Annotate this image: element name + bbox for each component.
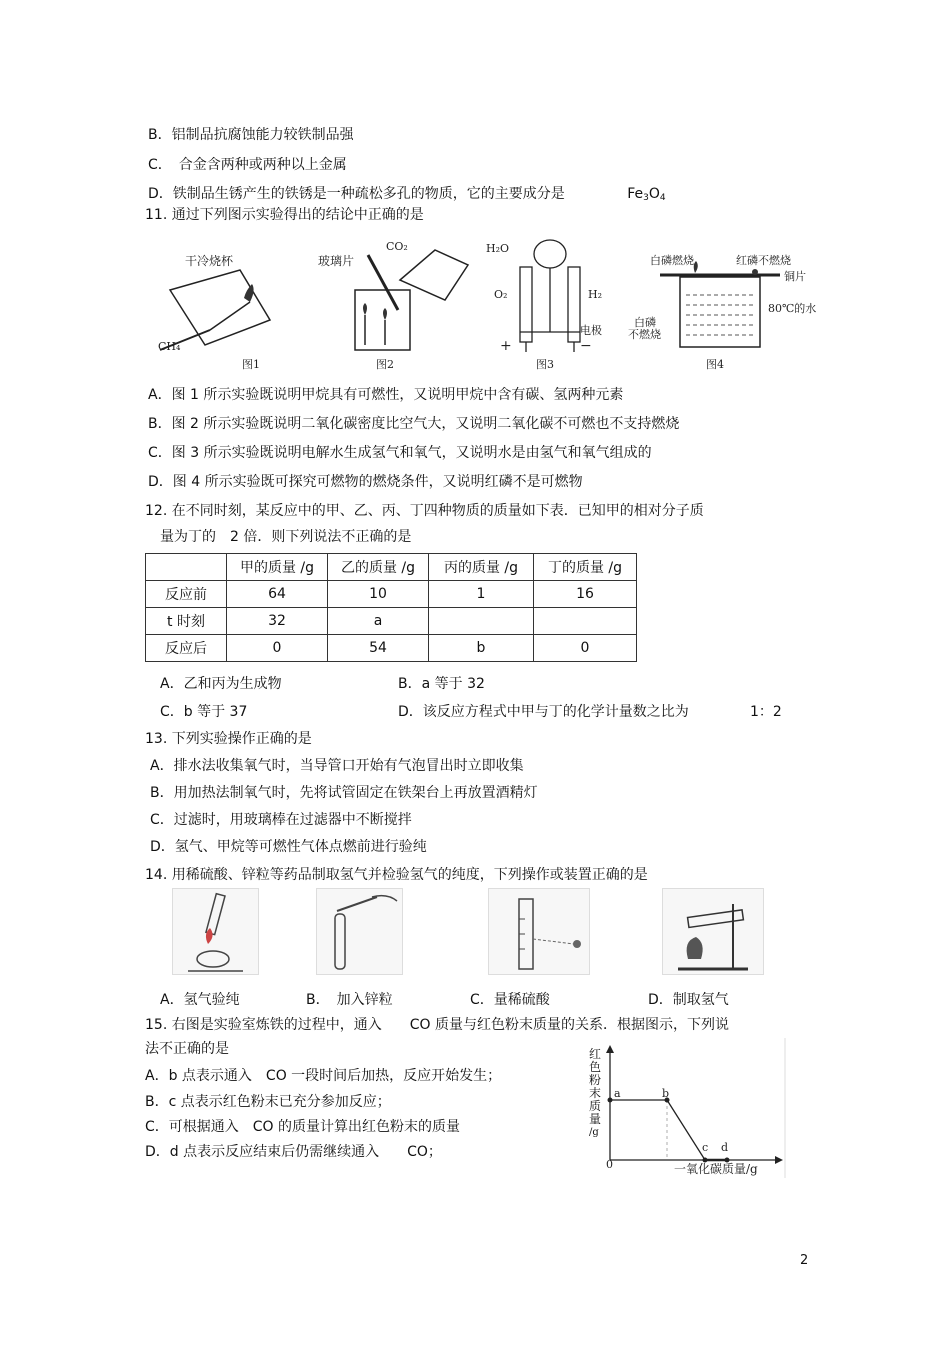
page-number: 2 — [800, 1253, 809, 1268]
q14-photo-a — [172, 888, 259, 975]
table-row — [146, 635, 637, 662]
table-row — [146, 608, 637, 635]
q13-option-a: A．排水法收集氧气时，当导管口开始有气泡冒出时立即收集 — [150, 758, 524, 774]
q14-option-a: A．氢气验纯 — [160, 992, 240, 1008]
q14-photo-d — [662, 888, 764, 975]
fig4-label-water: 80℃的水 — [768, 302, 817, 315]
q10-option-d-text: D．铁制品生锈产生的铁锈是一种疏松多孔的物质，它的主要成分是 — [148, 186, 565, 202]
table-cell: 10 — [328, 581, 429, 608]
graph-y-label: 红 色 粉 末 质 量 /g — [589, 1047, 602, 1138]
fig1-label-beaker: 干冷烧杯 — [185, 254, 234, 268]
fig3-minus: − — [580, 338, 592, 354]
fig4-label-red-noburn: 红磷不燃烧 — [736, 254, 791, 267]
table-cell: 0 — [227, 635, 328, 662]
q13-stem: 13. 下列实验操作正确的是 — [145, 731, 312, 747]
fig3-caption: 图3 — [536, 358, 554, 371]
fig2-caption: 图2 — [376, 358, 394, 371]
q14-stem: 14. 用稀硫酸、锌粒等药品制取氢气并检验氢气的纯度，下列操作或装置正确的是 — [145, 867, 648, 883]
q15-stem-line1: 15. 右图是实验室炼铁的过程中，通入 CO 质量与红色粉末质量的关系．根据图示，下列说 — [145, 1017, 729, 1033]
q10-option-b: B．铝制品抗腐蚀能力较铁制品强 — [148, 127, 354, 143]
fig4-label-white-noburn-1: 白磷 — [634, 316, 656, 329]
q12-option-d: D．该反应方程式中甲与丁的化学计量数之比为 — [398, 704, 689, 720]
fig2-co2-beaker — [340, 235, 480, 365]
q12-option-c: C．b 等于 37 — [160, 704, 248, 720]
fig4-label-white-burn: 白磷燃烧 — [650, 254, 694, 267]
table-header-cell: 乙的质量 /g — [328, 554, 429, 581]
q14-option-d: D．制取氢气 — [648, 992, 729, 1008]
q13-option-c: C．过滤时，用玻璃棒在过滤器中不断搅拌 — [150, 812, 412, 828]
graph-label-a: a — [614, 1087, 621, 1100]
fig4-label-white-noburn-2: 不燃烧 — [628, 328, 661, 341]
table-cell: 54 — [328, 635, 429, 662]
table-header-cell: 丁的质量 /g — [534, 554, 637, 581]
table-header-row — [146, 554, 637, 581]
table-cell: b — [429, 635, 534, 662]
q15-stem-line2: 法不正确的是 — [145, 1041, 229, 1057]
fig4-caption: 图4 — [706, 358, 724, 371]
fig3-label-h2: H₂ — [588, 288, 603, 301]
table-cell: 1 — [429, 581, 534, 608]
q12-mass-table — [145, 553, 637, 662]
q11-option-a: A．图 1 所示实验既说明甲烷具有可燃性，又说明甲烷中含有碳、氢两种元素 — [148, 387, 624, 403]
table-cell: t 时刻 — [146, 608, 227, 635]
fig3-plus: + — [500, 338, 512, 354]
table-cell: a — [328, 608, 429, 635]
q15-option-a: A．b 点表示通入 CO 一段时间后加热，反应开始发生； — [145, 1068, 502, 1084]
q11-stem: 11. 通过下列图示实验得出的结论中正确的是 — [145, 207, 424, 223]
q12-option-a: A．乙和丙为生成物 — [160, 676, 282, 692]
table-header-cell — [146, 554, 227, 581]
table-cell: 64 — [227, 581, 328, 608]
fig3-label-h2o: H₂O — [486, 242, 510, 255]
graph-label-c: c — [702, 1141, 709, 1154]
q15-option-b: B．c 点表示红色粉末已充分参加反应； — [145, 1094, 391, 1110]
table-row — [146, 581, 637, 608]
q15-option-d: D．d 点表示反应结束后仍需继续通入 CO； — [145, 1144, 442, 1160]
q10-formula: $Fe_3O_4$ — [627, 186, 666, 203]
graph-origin-label: 0 — [606, 1158, 613, 1171]
q11-option-b: B．图 2 所示实验既说明二氧化碳密度比空气大，又说明二氧化碳不可燃也不支持燃烧 — [148, 416, 680, 432]
fig1-caption: 图1 — [242, 358, 260, 371]
fig3-label-o2: O₂ — [494, 288, 508, 301]
table-cell — [429, 608, 534, 635]
table-header-cell: 丙的质量 /g — [429, 554, 534, 581]
q14-option-c: C．量稀硫酸 — [470, 992, 550, 1008]
q11-option-d: D．图 4 所示实验既可探究可燃物的燃烧条件，又说明红磷不是可燃物 — [148, 474, 583, 490]
graph-x-label: 一氧化碳质量/g — [674, 1162, 758, 1176]
q15-option-c: C．可根据通入 CO 的质量计算出红色粉末的质量 — [145, 1119, 461, 1135]
table-cell: 反应前 — [146, 581, 227, 608]
table-header-cell: 甲的质量 /g — [227, 554, 328, 581]
hydrogen-test-icon — [173, 889, 258, 974]
fig1-label-gas: CH₄ — [158, 340, 181, 353]
q12-stem-line1: 12. 在不同时刻，某反应中的甲、乙、丙、丁四种物质的质量如下表．已知甲的相对分子质 — [145, 503, 704, 519]
table-cell — [534, 608, 637, 635]
graph-point-a — [608, 1098, 613, 1103]
fig3-label-electrode: 电极 — [580, 324, 602, 337]
q14-photo-c — [488, 888, 590, 975]
fig4-label-copper: 铜片 — [784, 270, 806, 283]
graduated-cylinder-icon — [489, 889, 589, 974]
q14-option-b: B． 加入锌粒 — [306, 992, 393, 1008]
graph-label-d: d — [721, 1141, 729, 1154]
q10-option-c: C． 合金含两种或两种以上金属 — [148, 157, 347, 173]
table-cell: 反应后 — [146, 635, 227, 662]
q11-option-c: C．图 3 所示实验既说明电解水生成氢气和氧气，又说明水是由氢气和氧气组成的 — [148, 445, 652, 461]
test-tube-icon — [317, 889, 402, 974]
fig2-label-gas: CO₂ — [386, 240, 408, 253]
gas-generator-icon — [663, 889, 763, 974]
q12-option-b: B．a 等于 32 — [398, 676, 485, 692]
q12-option-d-ratio: 1：2 — [750, 704, 782, 720]
table-cell: 32 — [227, 608, 328, 635]
q10-option-d — [148, 185, 666, 207]
q12-stem-line2: 量为丁的 2 倍．则下列说法不正确的是 — [160, 529, 412, 545]
q13-option-b: B．用加热法制氧气时，先将试管固定在铁架台上再放置酒精灯 — [150, 785, 538, 801]
graph-label-b: b — [662, 1087, 670, 1100]
table-cell: 16 — [534, 581, 637, 608]
q14-photo-b — [316, 888, 403, 975]
q13-option-d: D．氢气、甲烷等可燃性气体点燃前进行验纯 — [150, 839, 427, 855]
table-cell: 0 — [534, 635, 637, 662]
q15-mass-graph — [585, 1038, 790, 1178]
fig2-label-glass: 玻璃片 — [318, 254, 355, 268]
